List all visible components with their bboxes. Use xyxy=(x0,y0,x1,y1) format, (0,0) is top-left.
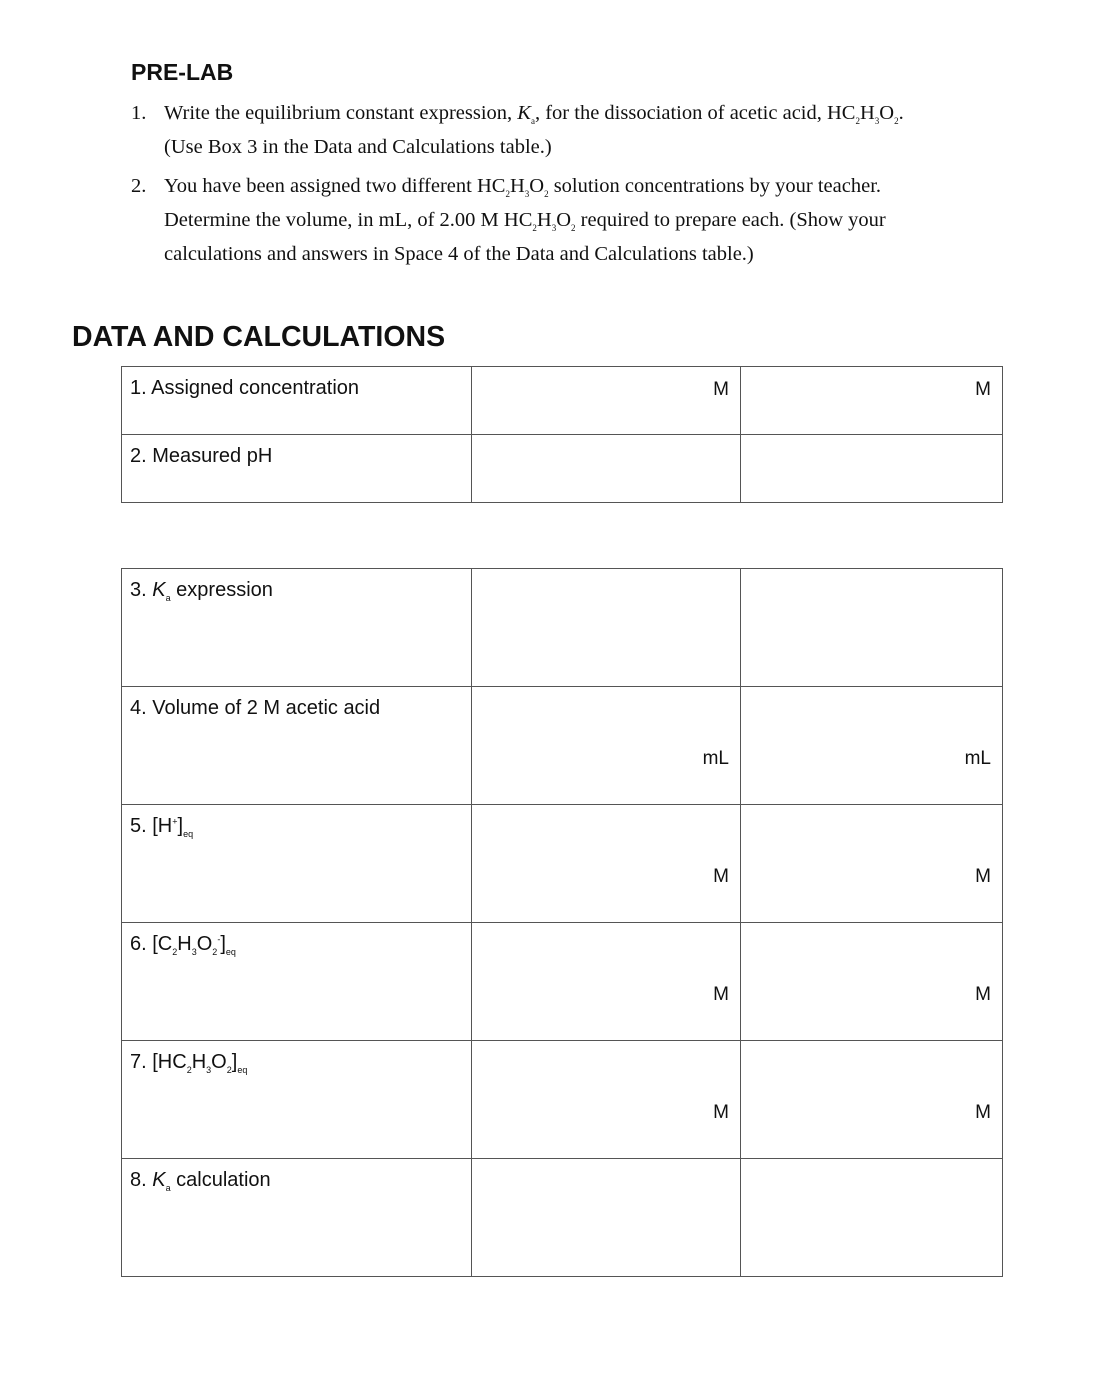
row-label: 8. $K_a$ calculation xyxy=(130,1169,271,1193)
question-text: You have been assigned two different $HC_2H_3O_2$ solution concentrations by your teacher. Determine the volume, in mL, of 2.00 M $HC_2H_3O_2$ required to prepare each. (Show your calculations and answers in Space 4 of the Data and Calculations table.) xyxy=(164,175,886,266)
trial-1-cell[interactable] xyxy=(472,367,741,435)
acetic-acid-formula: $HC_2H_3O_2$ xyxy=(503,209,576,234)
table-row xyxy=(122,367,1003,435)
question-number: 2. xyxy=(131,175,147,197)
trial-2-cell[interactable] xyxy=(741,923,1003,1041)
question-2 xyxy=(131,173,964,267)
unit-label: M xyxy=(713,1102,729,1123)
trial-1-cell[interactable] xyxy=(472,1159,741,1277)
trial-1-cell[interactable] xyxy=(472,1041,741,1159)
row-label: 6. $[C_2H_3O_2^-]_{eq}$ xyxy=(130,933,236,957)
question-text: Write the equilibrium constant expression, $K_a$, for the dissociation of acetic acid, $HC_2H_3O_2$. (Use Box 3 in the Data and Calculations table.) xyxy=(164,102,904,159)
trial-1-cell[interactable] xyxy=(472,569,741,687)
trial-2-cell[interactable] xyxy=(741,805,1003,923)
trial-2-cell[interactable] xyxy=(741,367,1003,435)
row-label: 7. $[HC_2H_3O_2]_{eq}$ xyxy=(130,1051,248,1075)
row-label-cell xyxy=(122,923,472,1041)
table-row xyxy=(122,805,1003,923)
data-table-top xyxy=(121,366,1003,503)
table-row xyxy=(122,923,1003,1041)
row-label: 2. Measured pH xyxy=(130,445,273,467)
trial-1-cell[interactable] xyxy=(472,805,741,923)
prelab-title: PRE-LAB xyxy=(131,59,234,85)
unit-label: M xyxy=(713,866,729,887)
unit-label: mL xyxy=(964,748,991,769)
acetic-acid-formula: $HC_2H_3O_2$ xyxy=(476,175,549,200)
trial-2-cell[interactable] xyxy=(741,569,1003,687)
data-calculations-title: DATA AND CALCULATIONS xyxy=(72,321,446,353)
unit-label: M xyxy=(713,984,729,1005)
row-label-cell xyxy=(122,805,472,923)
row-label-cell xyxy=(122,435,472,503)
row-label-cell xyxy=(122,1159,472,1277)
unit-label: M xyxy=(975,984,991,1005)
trial-2-cell[interactable] xyxy=(741,435,1003,503)
trial-2-cell[interactable] xyxy=(741,687,1003,805)
table-row xyxy=(122,687,1003,805)
table-row xyxy=(122,1159,1003,1277)
row-label: 4. Volume of 2 M acetic acid xyxy=(130,697,381,719)
row-label-cell xyxy=(122,569,472,687)
unit-label: mL xyxy=(702,748,729,769)
table-row xyxy=(122,1041,1003,1159)
table-row xyxy=(122,569,1003,687)
unit-label: M xyxy=(975,1102,991,1123)
row-label: 3. $K_a$ expression xyxy=(130,579,273,603)
row-label: 5. $[H^+]_{eq}$ xyxy=(130,815,194,839)
row-label-cell xyxy=(122,687,472,805)
table-row xyxy=(122,435,1003,503)
row-label-cell xyxy=(122,1041,472,1159)
trial-1-cell[interactable] xyxy=(472,923,741,1041)
unit-label: M xyxy=(713,379,729,400)
trial-2-cell[interactable] xyxy=(741,1159,1003,1277)
data-table-bottom xyxy=(121,568,1003,1277)
trial-1-cell[interactable] xyxy=(472,687,741,805)
row-label-cell xyxy=(122,367,472,435)
acetic-acid-formula: $HC_2H_3O_2$ xyxy=(827,102,899,127)
question-number: 1. xyxy=(131,102,147,124)
row-label: 1. Assigned concentration xyxy=(130,377,360,399)
trial-1-cell[interactable] xyxy=(472,435,741,503)
unit-label: M xyxy=(975,379,991,400)
unit-label: M xyxy=(975,866,991,887)
question-1 xyxy=(131,100,964,160)
trial-2-cell[interactable] xyxy=(741,1041,1003,1159)
